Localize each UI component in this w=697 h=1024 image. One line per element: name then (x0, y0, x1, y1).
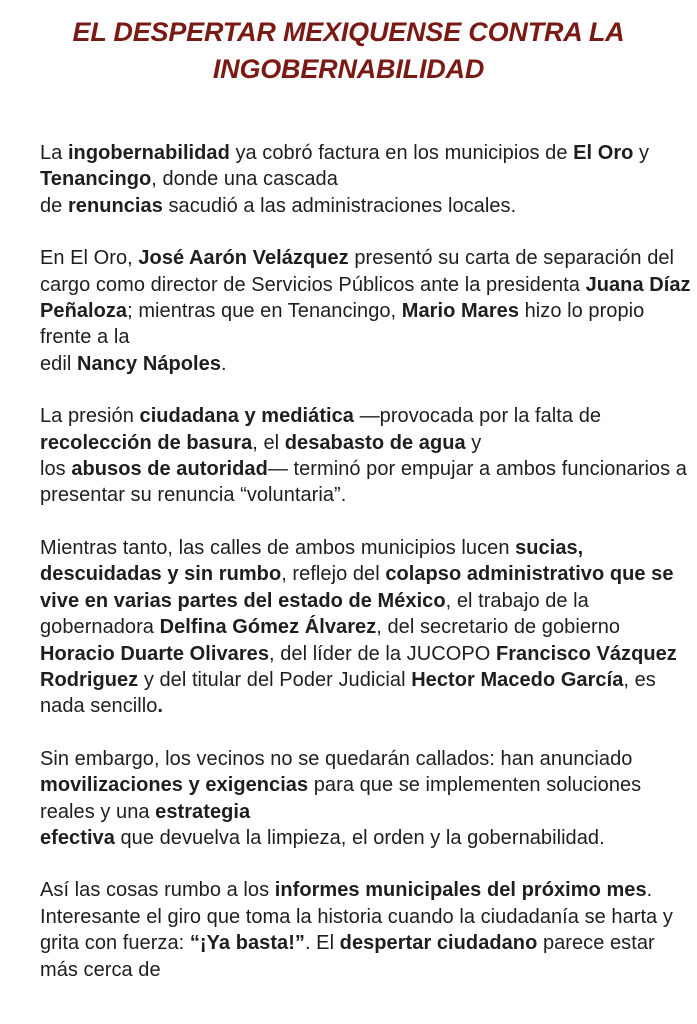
paragraph-5 (40, 746, 692, 852)
text-run: presentó su carta de separación del cargo como director de Servicios Públicos ante la presidenta (40, 247, 675, 296)
text-run: los (40, 458, 72, 481)
paragraph-3 (40, 403, 692, 509)
bold-text: colapso administrativo que se vive en varias partes del estado de México (40, 563, 674, 612)
paragraph-6 (40, 877, 692, 983)
paragraph-4 (40, 535, 692, 720)
text-run: y (465, 431, 482, 454)
bold-text: ingobernabilidad (67, 142, 230, 164)
text-run: , reflejo del (281, 563, 386, 586)
bold-text: estrategia (155, 800, 251, 823)
bold-text: efectiva (40, 826, 115, 849)
bold-text: despertar ciudadano (339, 932, 538, 955)
text-run: ; mientras que en Tenancingo, (127, 300, 402, 323)
bold-text: Francisco Vázquez Rodriguez (40, 642, 677, 691)
bold-text: José Aarón Velázquez (138, 247, 349, 270)
bold-text: informes municipales del próximo mes (274, 879, 647, 902)
text-run: , del secretario de gobierno (376, 616, 621, 639)
text-run: En El Oro, (40, 247, 139, 270)
text-run: , donde una cascada (151, 168, 338, 191)
text-run: que devuelva la limpieza, el orden y la gobernabilidad. (114, 826, 605, 849)
text-run: edil (40, 352, 77, 375)
bold-text: El Oro (573, 142, 634, 164)
article-headline: EL DESPERTAR MEXIQUENSE CONTRA LA INGOBERNABILIDAD (72, 17, 625, 84)
paragraph-1 (40, 140, 692, 219)
text-run: . (221, 352, 227, 375)
paragraph-2 (40, 245, 692, 377)
text-run: . Interesante el giro que toma la historia cuando la ciudadanía se harta y grita con fuerza: (40, 879, 673, 955)
text-run: sacudió a las administraciones locales. (162, 194, 517, 217)
bold-text: abusos de autoridad (71, 458, 268, 481)
text-run: , es nada sencillo (40, 668, 656, 718)
text-run: — terminó por empujar a ambos funcionarios a presentar su renuncia “voluntaria”. (40, 458, 687, 507)
text-run: , el (252, 431, 285, 454)
bold-text: . (157, 695, 164, 718)
bold-text: ciudadana y mediática (139, 405, 354, 428)
text-run: parece estar más cerca de (40, 932, 655, 981)
text-run: para que se implementen soluciones reales y una (40, 774, 642, 823)
text-run: La (40, 142, 68, 164)
bold-text: Hector Macedo García (411, 668, 624, 691)
bold-text: Delfina Gómez Álvarez (159, 616, 377, 639)
text-run: Mientras tanto, las calles de ambos municipios lucen (40, 536, 516, 559)
text-run: Así las cosas rumbo a los (40, 879, 275, 902)
text-run: . El (304, 932, 340, 955)
bold-text: Nancy Nápoles (76, 352, 221, 375)
text-run: y (633, 142, 650, 164)
text-run: La presión (40, 405, 140, 428)
bold-text: Juana Díaz Peñaloza (40, 273, 691, 323)
text-run: , del líder de la JUCOPO (269, 642, 496, 665)
article-body (0, 140, 692, 983)
bold-text: desabasto de agua (284, 431, 466, 454)
bold-text: sucias, descuidadas y sin rumbo (40, 536, 584, 586)
bold-text: Horacio Duarte Olivares (40, 642, 270, 665)
bold-text: Mario Mares (401, 300, 520, 323)
bold-text: renuncias (67, 194, 163, 217)
text-run: de (40, 194, 68, 217)
bold-text: Tenancingo (40, 168, 152, 191)
text-run: y del titular del Poder Judicial (138, 668, 412, 691)
text-run: Sin embargo, los vecinos no se quedarán callados: han anunciado (40, 747, 633, 770)
text-run: hizo lo propio frente a la (40, 300, 645, 349)
text-run: , el trabajo de la gobernadora (40, 589, 589, 639)
bold-text: movilizaciones y exigencias (40, 774, 309, 797)
text-run: ya cobró factura en los municipios de (229, 142, 574, 164)
bold-text: “¡Ya basta!” (189, 932, 305, 955)
bold-text: recolección de basura (40, 431, 253, 454)
text-run: —provocada por la falta de (353, 405, 602, 428)
